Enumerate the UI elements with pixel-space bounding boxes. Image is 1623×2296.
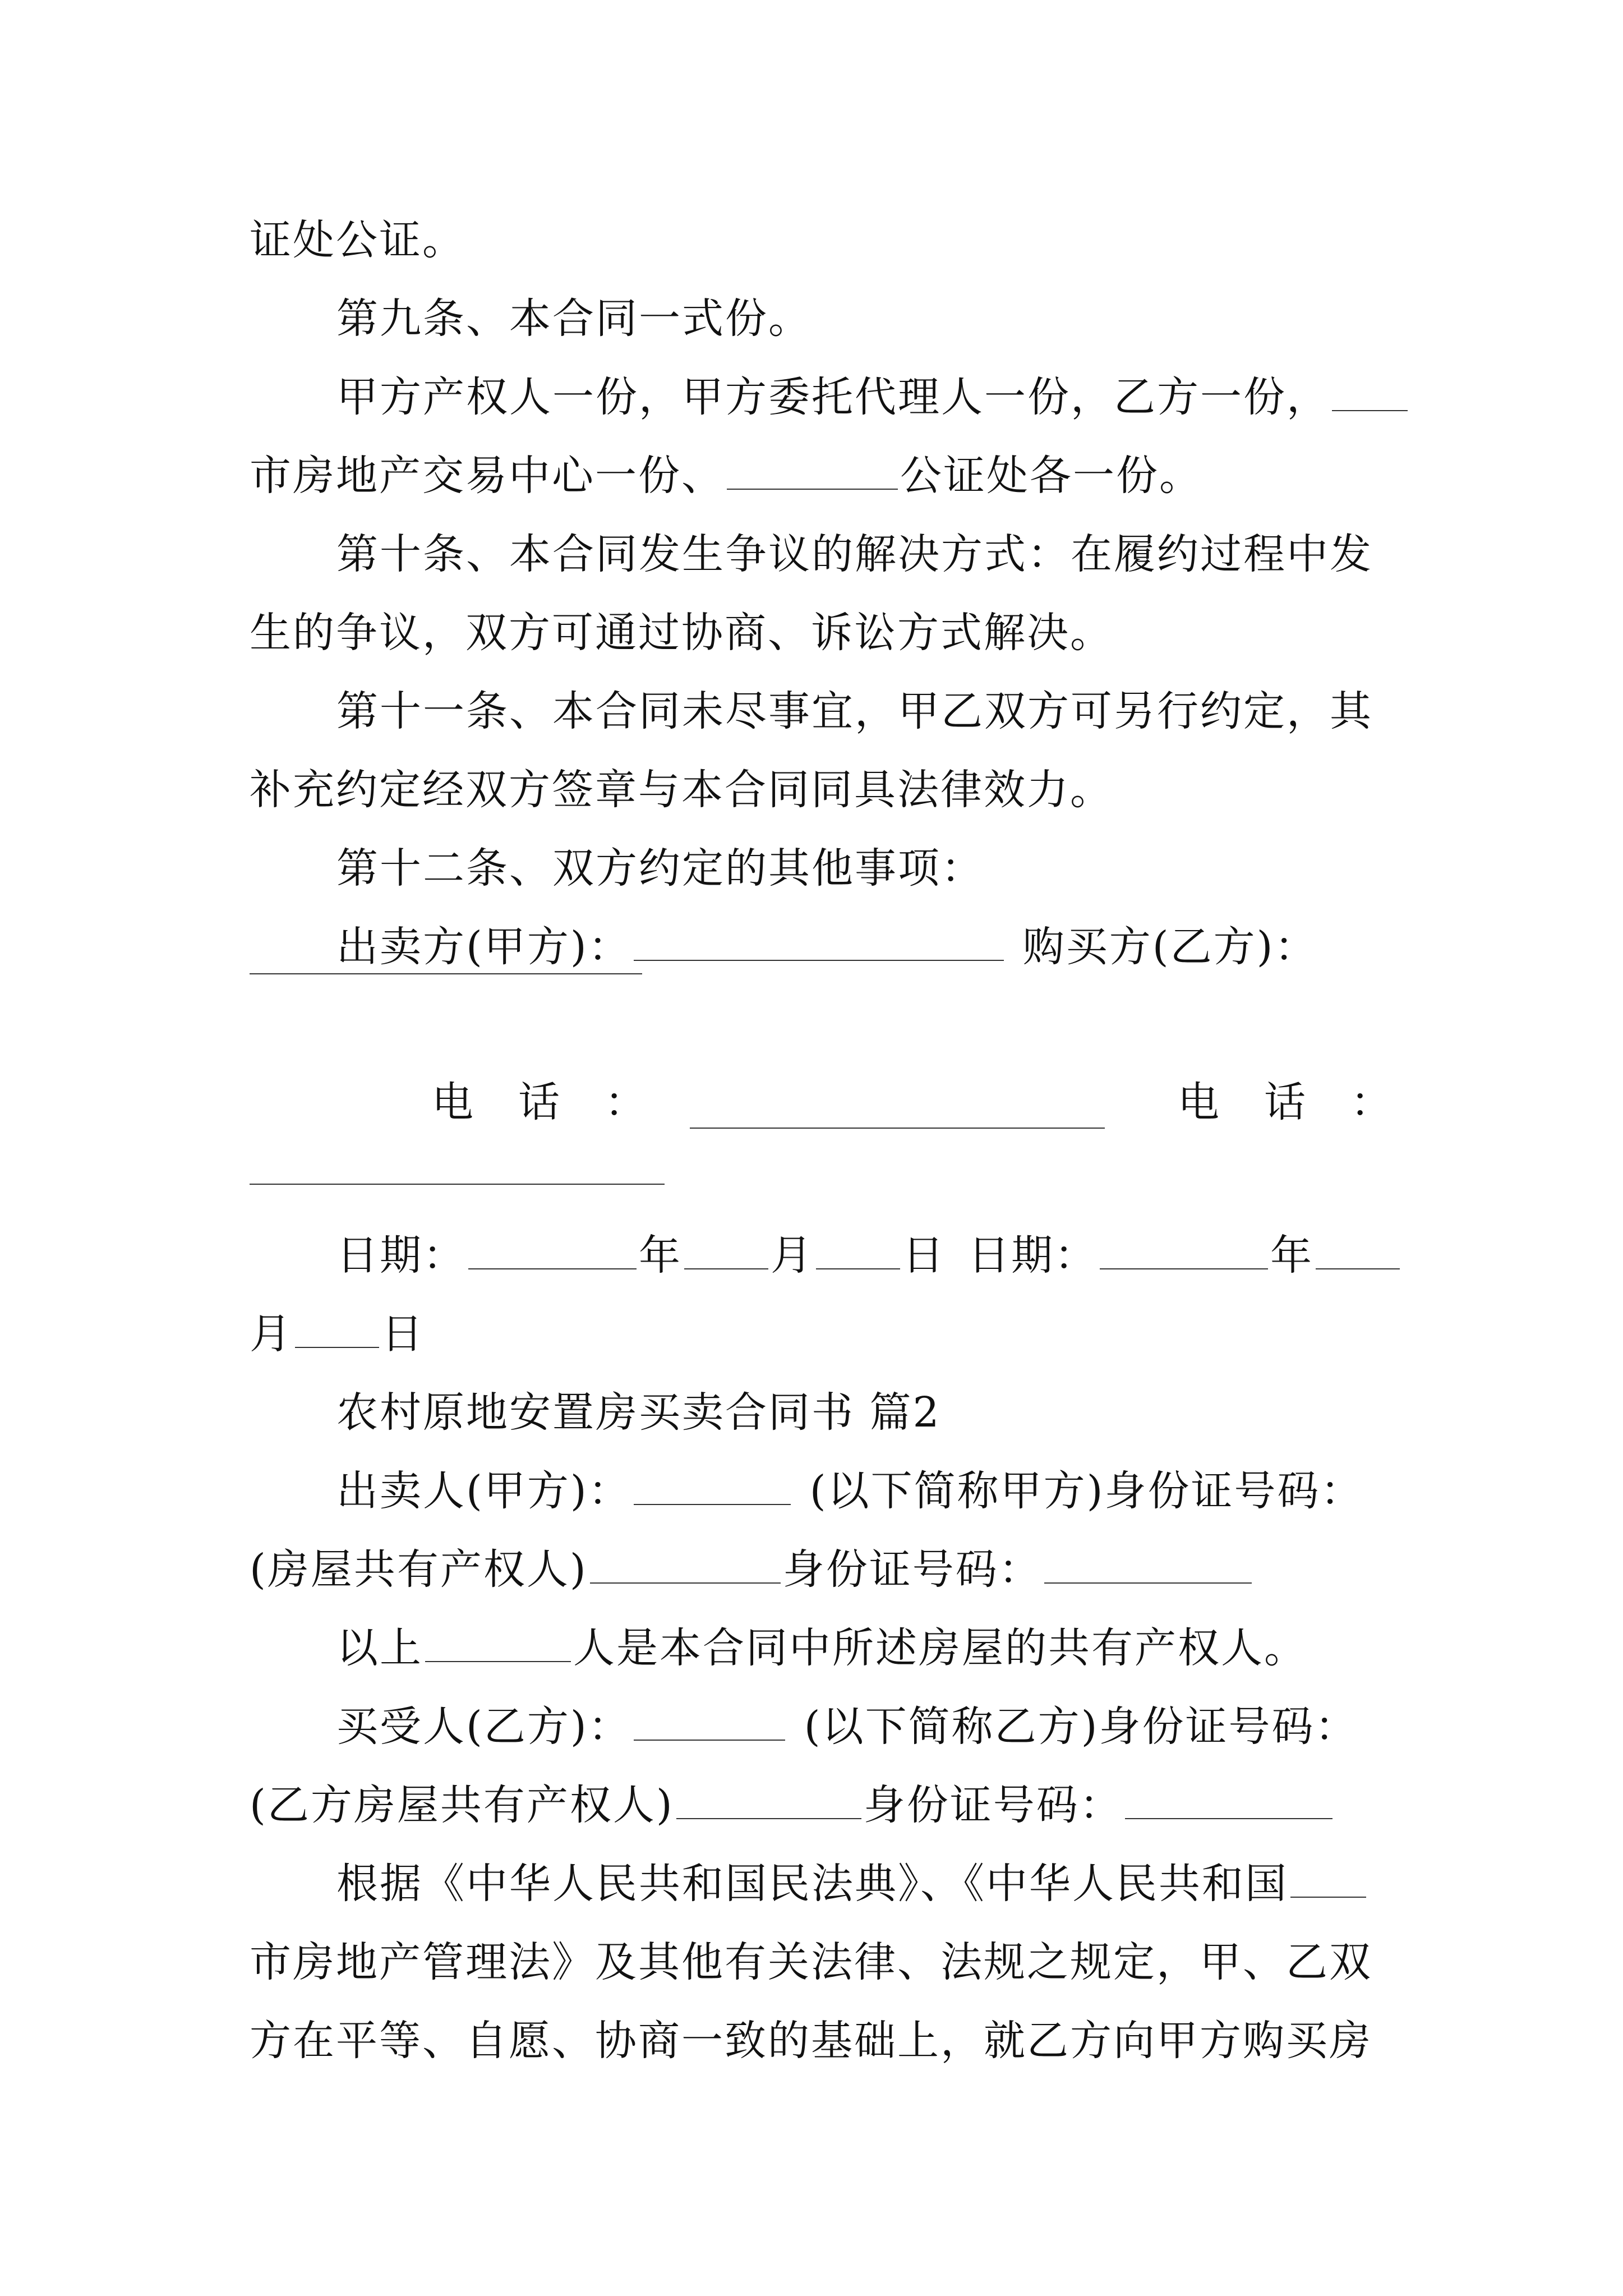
legal-basis-cont-2: 方在平等、自愿、协商一致的基础上，就乙方向甲方购买房 [250,2017,1372,2065]
seller-coowner-line: (房屋共有产权人) 身份证号码： [250,1542,1254,1598]
blank-day-2 [295,1308,379,1348]
line-notary-end: 证处公证。 [250,216,465,264]
legal-basis: 根据《中华人民共和国民法典》、《中华人民共和国 [336,1856,1368,1912]
blank-month-1 [684,1229,768,1269]
blank-year-1 [468,1229,637,1269]
buyer-line: 买受人(乙方)： (以下简称乙方)身份证号码： [336,1699,1358,1755]
copies-distribution: 甲方产权人一份，甲方委托代理人一份，乙方一份， [336,369,1410,425]
blank-buyer-coowner-id [1125,1779,1332,1819]
phone-label-buyer: 电 话 ： [1178,1078,1394,1126]
blank-legal-city [1290,1857,1366,1898]
blank-buyer-signature [250,973,642,974]
signature-parties: 出卖方(甲方)： 购买方(乙方)： [336,919,1318,975]
blank-seller-coowner-id [1044,1543,1252,1584]
blank-seller-coowner [590,1543,781,1584]
blank-buyer-coowner [676,1779,861,1819]
blank-seller-phone [690,1128,1105,1129]
article-11-cont: 补充约定经双方签章与本合同同具法律效力。 [250,766,1113,814]
blank-buyer-name [634,1700,785,1741]
blank-buyer-phone [250,1184,665,1185]
article-12: 第十二条、双方约定的其他事项： [336,844,984,892]
section-title: 农村原地安置房买卖合同书 篇2 [336,1388,941,1437]
blank-coowner-count [425,1622,571,1662]
article-11: 第十一条、本合同未尽事宜，甲乙双方可另行约定，其 [336,687,1373,735]
date-line-cont: 月 日 [250,1306,425,1362]
article-10-cont: 生的争议，双方可通过协商、诉讼方式解决。 [250,609,1113,657]
article-10: 第十条、本合同发生争议的解决方式：在履约过程中发 [336,530,1373,578]
copies-distribution-cont: 市房地产交易中心一份、 公证处各一份。 [250,448,1202,504]
buyer-coowner-line: (乙方房屋共有产权人) 身份证号码： [250,1777,1335,1833]
blank-seller-signature [634,921,1004,961]
coowner-statement: 以上 人是本合同中所述房屋的共有产权人。 [336,1620,1307,1676]
legal-basis-cont-1: 市房地产管理法》及其他有关法律、法规之规定，甲、乙双 [250,1938,1372,1986]
blank-year-2 [1100,1229,1268,1269]
blank-seller-name [634,1465,791,1505]
phone-label-seller: 电 话 ： [432,1078,648,1126]
blank-day-1 [816,1229,900,1269]
seller-line: 出卖人(甲方)： (以下简称甲方)身份证号码： [336,1463,1364,1519]
blank-city [1332,371,1408,411]
article-9: 第九条、本合同一式份。 [336,295,811,343]
blank-month-2 [1316,1229,1400,1269]
blank-notary-office [727,449,898,490]
date-line: 日期： 年 月 日 日期： 年 [336,1227,1402,1283]
